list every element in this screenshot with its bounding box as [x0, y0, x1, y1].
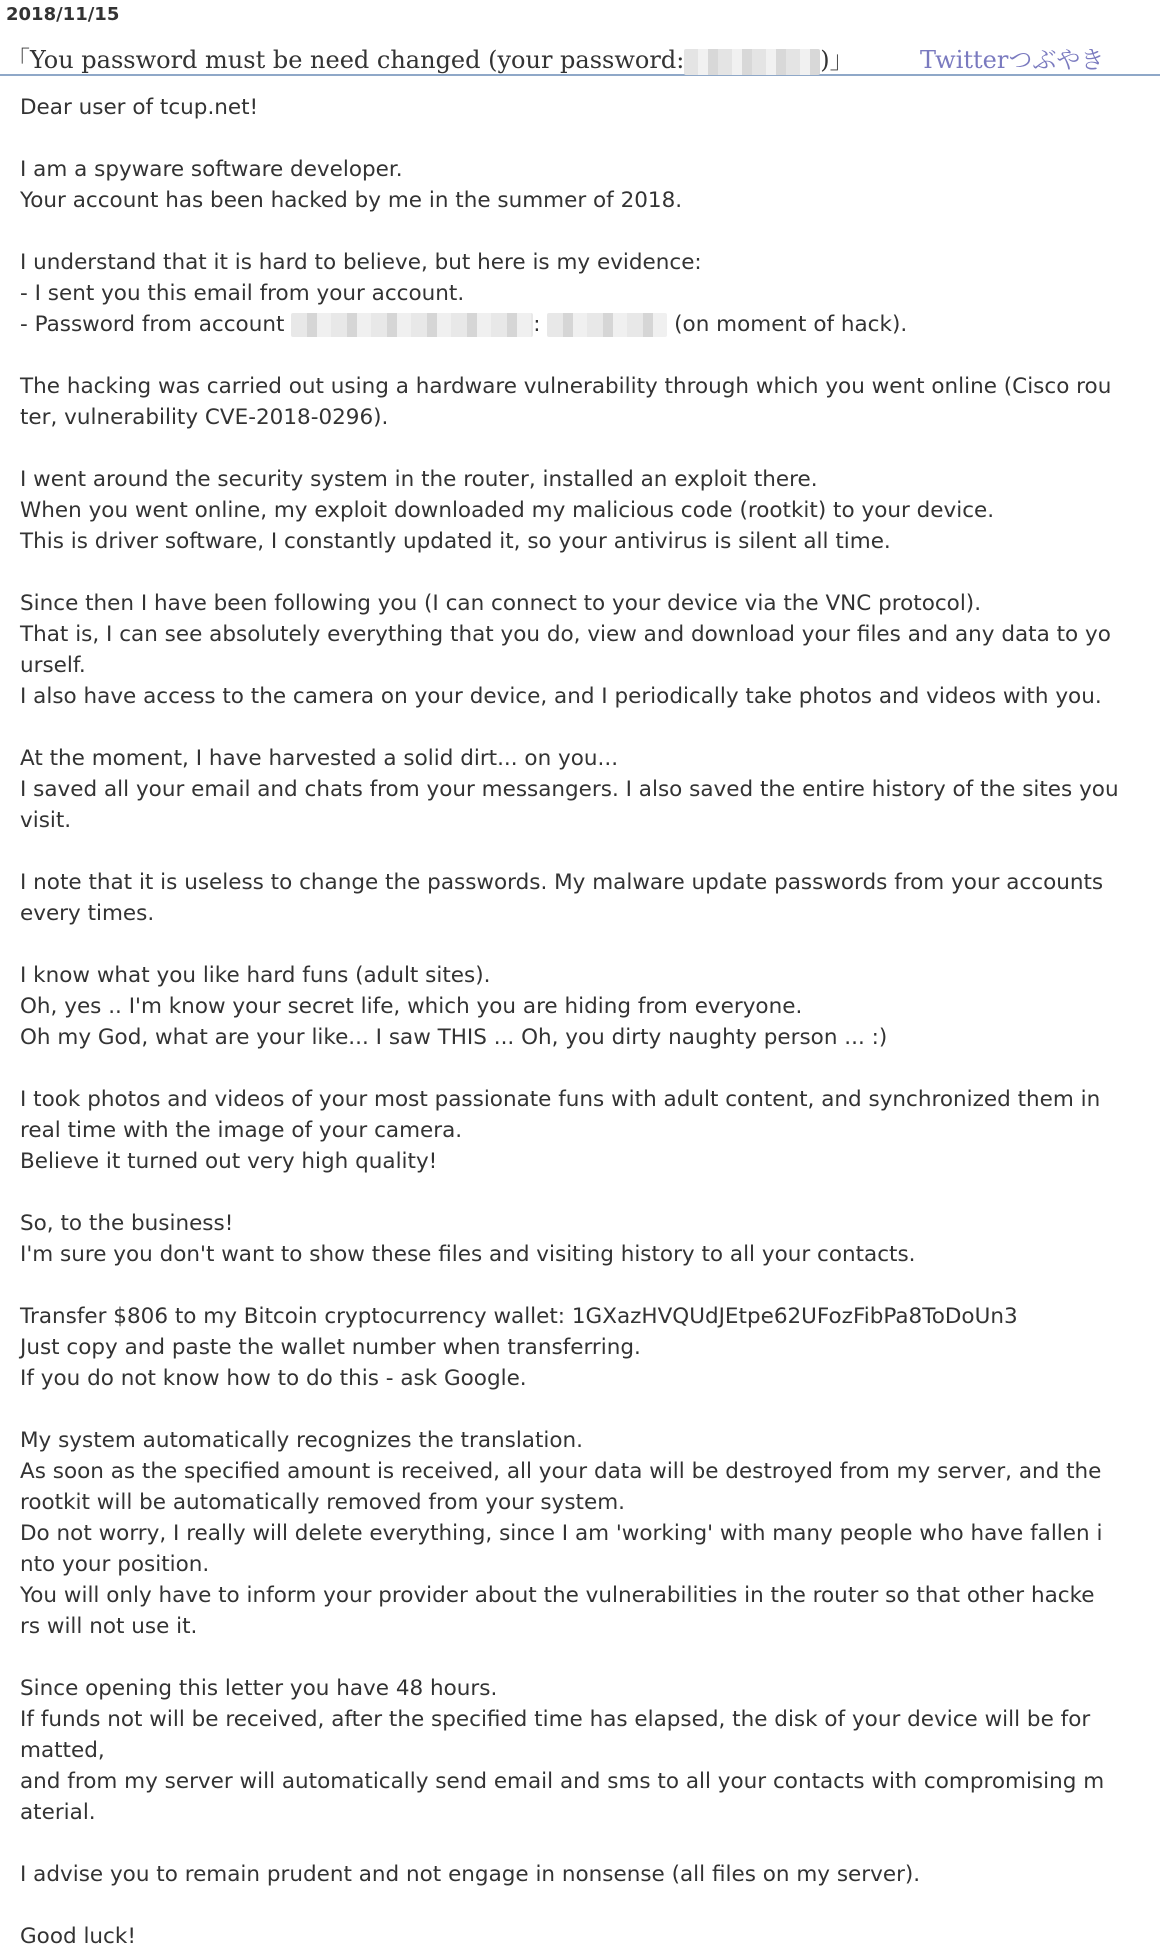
post-title — [6, 40, 854, 75]
letter-line: Since then I have been following you (I can connect to your device via the VNC protocol). — [20, 591, 982, 616]
letter-line: So, to the business! — [20, 1211, 234, 1236]
letter-line: I know what you like hard funs (adult sites). — [20, 963, 491, 988]
letter-line: I'm sure you don't want to show these files and visiting history to all your contacts. — [20, 1242, 916, 1267]
post-header — [0, 36, 1160, 76]
letter-line: and from my server will automatically send email and sms to all your contacts with compromising m — [20, 1769, 1105, 1794]
letter-line: matted, — [20, 1738, 105, 1763]
letter-line: When you went online, my exploit downloaded my malicious code (rootkit) to your device. — [20, 498, 995, 523]
letter-line: As soon as the specified amount is received, all your data will be destroyed from my server, and the — [20, 1459, 1102, 1484]
letter-line: Your account has been hacked by me in the summer of 2018. — [20, 188, 683, 213]
twitter-tweet-link[interactable]: Twitterつぶやき — [920, 46, 1105, 74]
letter-line: I also have access to the camera on your device, and I periodically take photos and videos with you. — [20, 684, 1102, 709]
password-line-colon: : — [533, 312, 541, 337]
letter-line: If you do not know how to do this - ask Google. — [20, 1366, 527, 1391]
letter-line: Transfer $806 to my Bitcoin cryptocurrency wallet: 1GXazHVQUdJEtpe62UFozFibPa8ToDoUn3 — [20, 1304, 1018, 1329]
letter-line: Just copy and paste the wallet number when transferring. — [20, 1335, 641, 1360]
letter-line: aterial. — [20, 1800, 96, 1825]
letter-line: I saved all your email and chats from your messangers. I also saved the entire history of the sites you — [20, 777, 1119, 802]
letter-line: - I sent you this email from your account. — [20, 281, 465, 306]
letter-closing: Good luck! — [20, 1924, 136, 1949]
letter-line: rootkit will be automatically removed from your system. — [20, 1490, 625, 1515]
letter-greeting: Dear user of tcup.net! — [20, 95, 259, 120]
password-line-prefix: - Password from account — [20, 312, 292, 337]
letter-line: The hacking was carried out using a hardware vulnerability through which you went online (Cisco rou — [20, 374, 1112, 399]
letter-line: If funds not will be received, after the specified time has elapsed, the disk of your device will be for — [20, 1707, 1091, 1732]
letter-line: I took photos and videos of your most passionate funs with adult content, and synchronized them in — [20, 1087, 1101, 1112]
letter-line: I went around the security system in the router, installed an exploit there. — [20, 467, 818, 492]
letter-line: I advise you to remain prudent and not engage in nonsense (all files on my server). — [20, 1862, 921, 1887]
redacted-password — [547, 313, 667, 337]
password-line-suffix: (on moment of hack). — [674, 312, 908, 337]
redacted-account — [291, 313, 533, 337]
post-date: 2018/11/15 — [6, 4, 120, 25]
letter-line-password — [20, 309, 1150, 340]
letter-line: At the moment, I have harvested a solid dirt... on you... — [20, 746, 619, 771]
letter-line: I understand that it is hard to believe, but here is my evidence: — [20, 250, 702, 275]
letter-line: Oh my God, what are your like... I saw THIS ... Oh, you dirty naughty person ... :) — [20, 1025, 888, 1050]
letter-line: Oh, yes .. I'm know your secret life, which you are hiding from everyone. — [20, 994, 803, 1019]
letter-line: every times. — [20, 901, 155, 926]
redacted-password — [684, 49, 820, 75]
letter-line: You will only have to inform your provider about the vulnerabilities in the router so that other hacke — [20, 1583, 1095, 1608]
letter-line: I am a spyware software developer. — [20, 157, 403, 182]
letter-line: Since opening this letter you have 48 hours. — [20, 1676, 498, 1701]
letter-line: My system automatically recognizes the translation. — [20, 1428, 583, 1453]
letter-line: Believe it turned out very high quality! — [20, 1149, 438, 1174]
letter-line: visit. — [20, 808, 72, 833]
letter-line: ter, vulnerability CVE-2018-0296). — [20, 405, 389, 430]
letter-line: real time with the image of your camera. — [20, 1118, 463, 1143]
letter-line: urself. — [20, 653, 86, 678]
letter-line: I note that it is useless to change the passwords. My malware update passwords from your accounts — [20, 870, 1104, 895]
letter-line: Do not worry, I really will delete everything, since I am 'working' with many people who have fallen i — [20, 1521, 1103, 1546]
letter-body — [20, 92, 1150, 1952]
letter-line: This is driver software, I constantly updated it, so your antivirus is silent all time. — [20, 529, 891, 554]
letter-line: rs will not use it. — [20, 1614, 198, 1639]
post-title-prefix: 「You password must be need changed (your password: — [6, 46, 685, 74]
letter-line: nto your position. — [20, 1552, 210, 1577]
post-title-suffix: )」 — [820, 46, 854, 74]
letter-line: That is, I can see absolutely everything that you do, view and download your files and any data to yo — [20, 622, 1111, 647]
